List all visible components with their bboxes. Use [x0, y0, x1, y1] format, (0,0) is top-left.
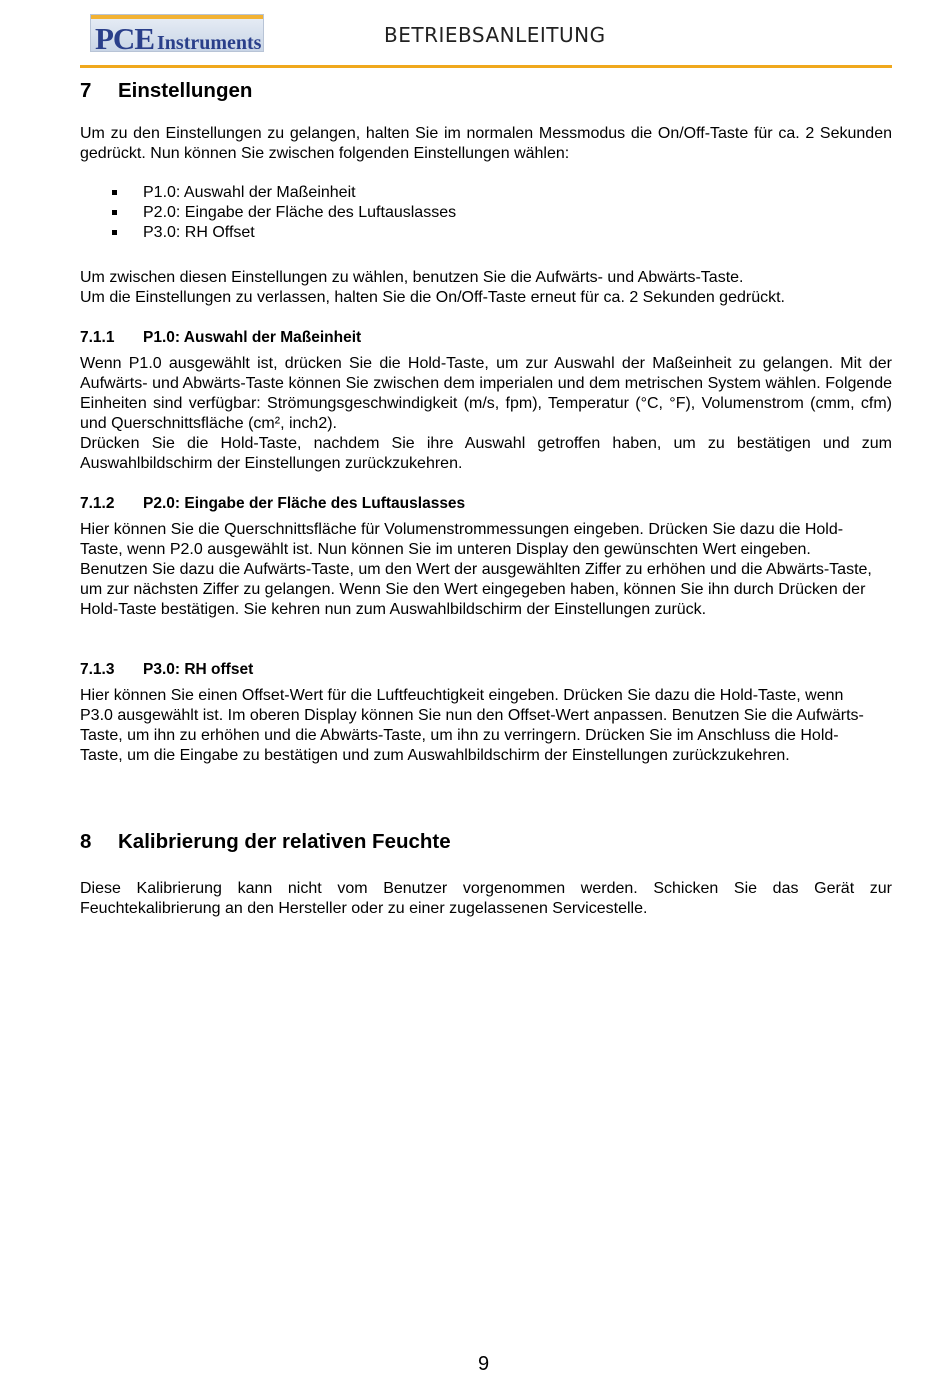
navigation-line-2: Um die Einstellungen zu verlassen, halten Sie die On/Off-Taste erneut für ca. 2 Sekunden gedrückt. — [80, 289, 785, 306]
pce-instruments-logo — [90, 14, 264, 56]
subsection-7-1-1-number: 7.1.1 — [80, 329, 115, 346]
logo-text — [95, 21, 261, 57]
section-8-title: Kalibrierung der relativen Feuchte — [118, 830, 451, 853]
section-7-number: 7 — [80, 79, 92, 102]
section-8-number: 8 — [80, 830, 92, 853]
subsection-7-1-1-heading — [80, 329, 361, 347]
document-title: BETRIEBSANLEITUNG — [384, 23, 606, 47]
bullet-icon — [112, 210, 117, 215]
subsection-7-1-1-paragraph-1: Wenn P1.0 ausgewählt ist, drücken Sie die Hold-Taste, um zur Auswahl der Maßeinheit zu gelangen. Mit der Aufwärts- und Abwärts-Taste können Sie zwischen dem imperialen und dem metrischen System wählen. Folgende Einheiten sind verfügbar: Strömungsgeschwindigkeit (m/s, fpm), Temperatur (°C, °F), Volumenstrom (cmm, cfm) und Querschnittsfläche (cm², inch2). — [80, 355, 892, 432]
section-7-intro: Um zu den Einstellungen zu gelangen, halten Sie im normalen Messmodus die On/Off-Taste für ca. 2 Sekunden gedrückt. Nun können Sie zwischen folgenden Einstellungen wählen: — [80, 125, 892, 162]
subsection-7-1-3-text: Hier können Sie einen Offset-Wert für die Luftfeuchtigkeit eingeben. Drücken Sie dazu die Hold-Taste, wenn P3.0 ausgewählt ist. Im oberen Display können Sie nun den Offset-Wert anpassen. Benutzen Sie die Aufwärts-Taste, um ihn zu erhöhen und die Abwärts-Taste, um ihn zu verringern. Drücken Sie im Anschluss die Hold-Taste, um die Eingabe zu bestätigen und zum Auswahlbildschirm der Einstellungen zurückzukehren. — [80, 687, 864, 764]
logo-accent-stripe — [91, 15, 263, 19]
bullet-icon — [112, 190, 117, 195]
subsection-7-1-2-heading — [80, 495, 465, 513]
header-divider — [80, 65, 892, 68]
subsection-7-1-3-heading — [80, 661, 253, 679]
subsection-7-1-2-number: 7.1.2 — [80, 495, 115, 512]
subsection-7-1-1-title: P1.0: Auswahl der Maßeinheit — [143, 329, 362, 346]
subsection-7-1-3-title: P3.0: RH offset — [143, 661, 254, 678]
settings-list — [112, 183, 456, 243]
logo-sub-text: Instruments — [157, 32, 262, 54]
list-item — [112, 203, 456, 223]
section-8-text: Diese Kalibrierung kann nicht vom Benutzer vorgenommen werden. Schicken Sie das Gerät zur Feuchtekalibrierung an den Hersteller oder zu einer zugelassenen Servicestelle. — [80, 880, 892, 917]
section-8-heading — [80, 830, 451, 854]
bullet-icon — [112, 230, 117, 235]
subsection-7-1-3-number: 7.1.3 — [80, 661, 115, 678]
section-7-heading — [80, 79, 252, 103]
list-item — [112, 183, 456, 203]
page-number: 9 — [478, 1353, 490, 1375]
subsection-7-1-1-paragraph-2: Drücken Sie die Hold-Taste, nachdem Sie ihre Auswahl getroffen haben, um zu bestätigen und zum Auswahlbildschirm der Einstellungen zurückzukehren. — [80, 435, 892, 472]
subsection-7-1-2-title: P2.0: Eingabe der Fläche des Luftauslasses — [143, 495, 466, 512]
list-item — [112, 223, 456, 243]
subsection-7-1-1-text — [80, 354, 892, 474]
list-item-label: P3.0: RH Offset — [143, 224, 255, 241]
list-item-label: P1.0: Auswahl der Maßeinheit — [143, 184, 356, 201]
section-7-navigation-text — [80, 268, 892, 308]
subsection-7-1-2-text: Hier können Sie die Querschnittsfläche für Volumenstrommessungen eingeben. Drücken Sie dazu die Hold-Taste, wenn P2.0 ausgewählt ist. Nun können Sie im unteren Display den gewünschten Wert eingeben. Benutzen Sie dazu die Aufwärts-Taste, um den Wert der ausgewählten Ziffer zu erhöhen und die Abwärts-Taste, um zur nächsten Ziffer zu gelangen. Wenn Sie den Wert eingegeben haben, können Sie ihn durch Drücken der Hold-Taste bestätigen. Sie kehren nun zum Auswahlbildschirm der Einstellungen zurück. — [80, 521, 872, 618]
logo-main-text: PCE — [95, 21, 154, 56]
section-7-title: Einstellungen — [118, 79, 253, 102]
navigation-line-1: Um zwischen diesen Einstellungen zu wählen, benutzen Sie die Aufwärts- und Abwärts-Taste. — [80, 269, 744, 286]
list-item-label: P2.0: Eingabe der Fläche des Luftauslasses — [143, 204, 457, 221]
